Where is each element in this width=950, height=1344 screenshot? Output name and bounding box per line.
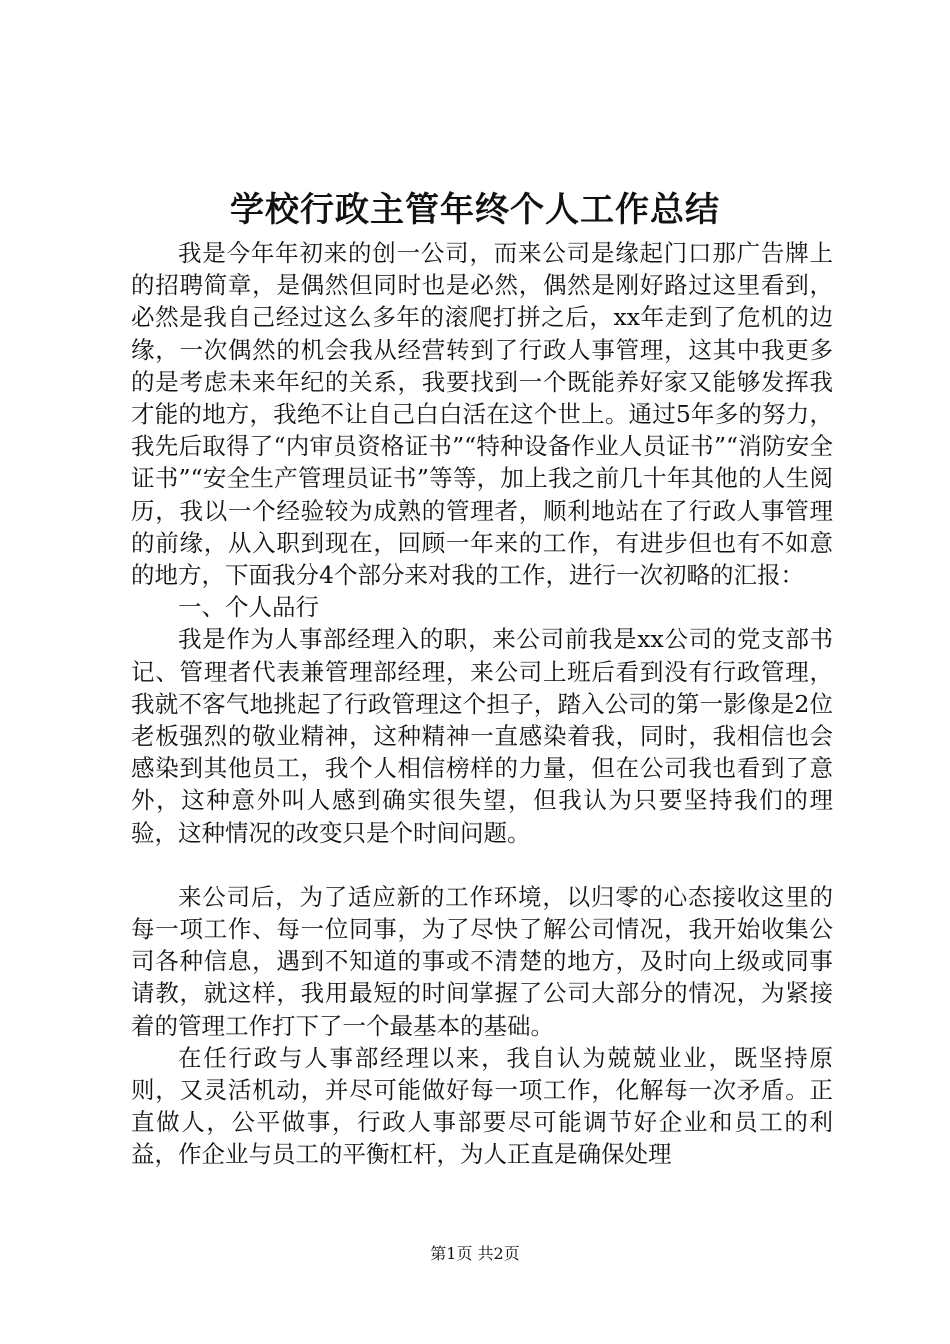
paragraph-personal-conduct: 我是作为人事部经理入的职，来公司前我是xx公司的党支部书记、管理者代表兼管理部经理，来公司上班后看到没有行政管理，我就不客气地挑起了行政管理这个担子，踏入公司的第一影像是2位老板强烈的敬业精神，这种精神一直感染着我，同时，我相信也会感染到其他员工，我个人相信榜样的力量，但在公司我也看到了意外，这种意外叫人感到确实很失望，但我认为只要坚持我们的理验，这种情况的改变只是个时间问题。 xyxy=(131,625,833,847)
page-number-footer: 第1页 共2页 xyxy=(430,1244,520,1263)
paragraph-management-duties: 在任行政与人事部经理以来，我自认为兢兢业业，既坚持原则，又灵活机动，并尽可能做好每一项工作，化解每一次矛盾。正直做人，公平做事，行政人事部要尽可能调节好企业和员工的利益，作企业与员工的平衡杠杆，为人正直是确保处理 xyxy=(131,1043,833,1169)
section-heading-personal-conduct: 一、个人品行 xyxy=(178,593,319,622)
document-body xyxy=(131,237,833,1171)
paragraph-intro: 我是今年年初来的创一公司，而来公司是缘起门口那广告牌上的招聘简章，是偶然但同时也是必然，偶然是刚好路过这里看到，必然是我自己经过这么多年的滚爬打拼之后，xx年走到了危机的边缘，一次偶然的机会我从经营转到了行政人事管理，这其中我更多的是考虑未来年纪的关系，我要找到一个既能养好家又能够发挥我才能的地方，我绝不让自己白白活在这个世上。通过5年多的努力，我先后取得了“内审员资格证书”“特种设备作业人员证书”“消防安全证书”“安全生产管理员证书”等等，加上我之前几十年其他的人生阅历，我以一个经验较为成熟的管理者，顺利地站在了行政人事管理的前缘，从入职到现在，回顾一年来的工作，有进步但也有不如意的地方，下面我分4个部分来对我的工作，进行一次初略的汇报： xyxy=(131,239,833,590)
document-title: 学校行政主管年终个人工作总结 xyxy=(230,190,720,230)
paragraph-adaptation: 来公司后，为了适应新的工作环境，以归零的心态接收这里的每一项工作、每一位同事，为了尽快了解公司情况，我开始收集公司各种信息，遇到不知道的事或不清楚的地方，及时向上级或同事请教，就这样，我用最短的时间掌握了公司大部分的情况，为紧接着的管理工作打下了一个最基本的基础。 xyxy=(131,882,833,1040)
